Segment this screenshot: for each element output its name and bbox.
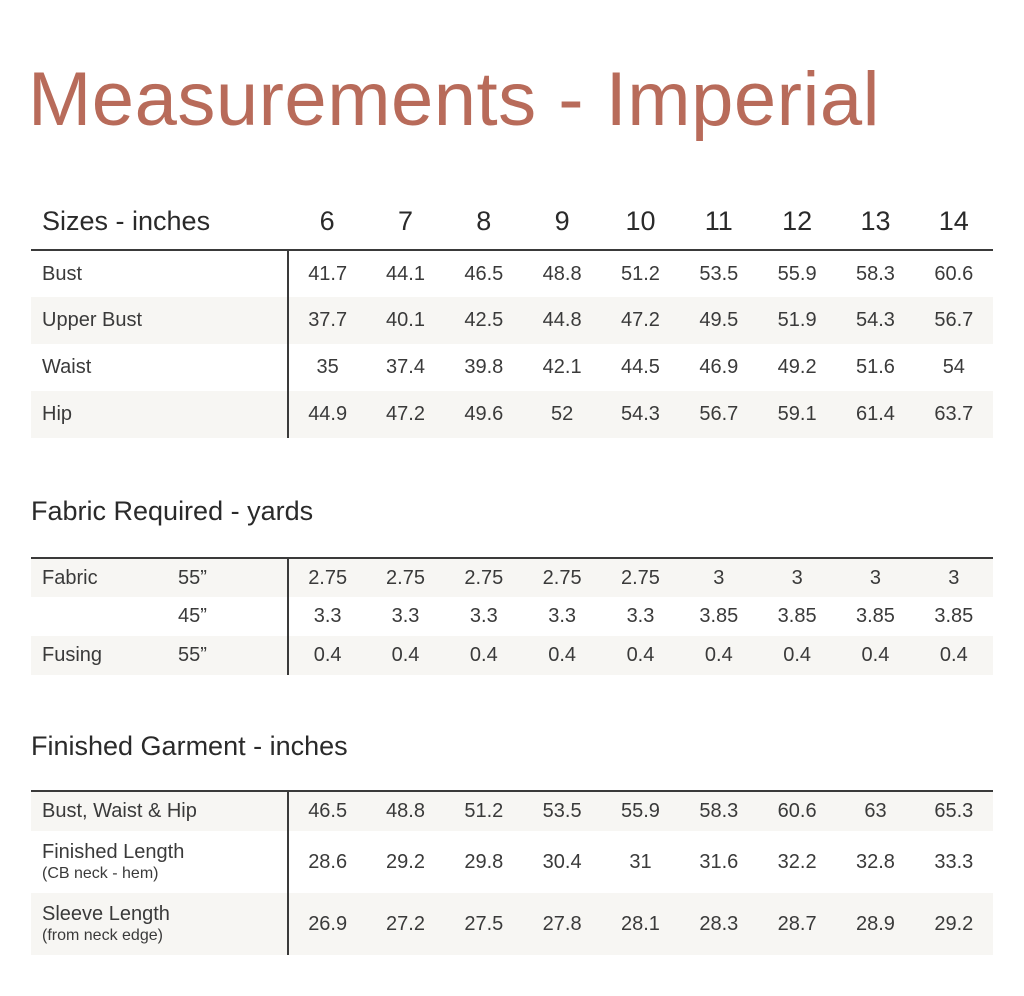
table-cell: 3.3 (288, 597, 366, 636)
table-cell: 26.9 (288, 893, 366, 955)
table-cell: 49.6 (445, 391, 523, 438)
table-cell: 3 (915, 558, 993, 597)
table-row (31, 791, 993, 831)
table-cell: 53.5 (523, 791, 601, 831)
table-cell: 2.75 (523, 558, 601, 597)
table-row (31, 831, 993, 893)
table-cell: 46.5 (464, 262, 504, 285)
table-cell: 63 (836, 791, 914, 831)
table-row (31, 391, 993, 438)
size-column-header: 7 (366, 193, 444, 250)
table-cell: 60.6 (934, 262, 974, 285)
table-cell: 56.7 (915, 297, 993, 344)
sizes-heading: Sizes - inches (31, 193, 288, 250)
table-cell: 51.2 (621, 262, 660, 285)
table-cell: 35 (288, 344, 366, 391)
row-label (31, 893, 288, 955)
table-cell: 2.75 (366, 558, 444, 597)
table-cell: 31.6 (699, 850, 739, 873)
table-cell: 30.4 (542, 850, 582, 873)
table-cell: 27.2 (366, 893, 444, 955)
table-cell: 41.7 (288, 250, 366, 297)
table-cell: 3 (680, 558, 758, 597)
row-label: Waist (42, 356, 92, 378)
table-row (31, 597, 993, 636)
table-cell: 28.1 (601, 893, 679, 955)
table-cell: 32.2 (777, 850, 817, 873)
page-title: Measurements - Imperial (28, 57, 880, 142)
fabric-width: 55” (178, 558, 288, 597)
table-cell: 65.3 (915, 791, 993, 831)
table-cell: 3 (758, 558, 836, 597)
row-label: Hip (31, 391, 288, 438)
table-cell: 0.4 (445, 636, 523, 675)
size-column-header: 12 (758, 193, 836, 250)
sizes-header-row (31, 193, 993, 250)
fabric-width: 45” (178, 605, 207, 627)
size-column-header: 8 (445, 193, 523, 250)
table-cell: 40.1 (366, 297, 444, 344)
size-column-header: 14 (915, 193, 993, 250)
row-label (31, 831, 288, 893)
table-cell: 54 (942, 356, 965, 378)
finished-table (31, 790, 993, 955)
table-cell: 3.3 (626, 605, 655, 627)
table-cell: 0.4 (523, 636, 601, 675)
table-cell: 63.7 (915, 391, 993, 438)
table-cell: 29.2 (915, 893, 993, 955)
table-cell: 39.8 (464, 356, 504, 378)
table-cell: 44.8 (523, 297, 601, 344)
table-cell: 53.5 (699, 262, 739, 285)
size-column-header: 11 (680, 193, 758, 250)
table-cell: 28.7 (758, 893, 836, 955)
table-cell: 59.1 (758, 391, 836, 438)
table-cell: 54.3 (601, 391, 679, 438)
size-column-header: 13 (836, 193, 914, 250)
table-row (31, 250, 993, 297)
sizes-table (31, 193, 993, 438)
table-cell: 0.4 (601, 636, 679, 675)
table-cell: 37.7 (288, 297, 366, 344)
table-cell: 60.6 (758, 791, 836, 831)
table-cell: 0.4 (915, 636, 993, 675)
table-cell: 31 (629, 850, 652, 873)
table-cell: 51.9 (758, 297, 836, 344)
table-cell: 46.5 (288, 791, 366, 831)
table-cell: 58.3 (680, 791, 758, 831)
table-row (31, 893, 993, 955)
size-column-header: 10 (601, 193, 679, 250)
table-cell: 27.8 (523, 893, 601, 955)
table-cell: 47.2 (366, 391, 444, 438)
table-cell: 49.2 (777, 356, 817, 378)
table-cell: 2.75 (288, 558, 366, 597)
table-cell: 0.4 (366, 636, 444, 675)
table-cell: 3.3 (469, 605, 498, 627)
row-label: Fabric (31, 558, 178, 597)
table-cell: 54.3 (836, 297, 914, 344)
table-cell: 2.75 (601, 558, 679, 597)
table-cell: 3.85 (855, 605, 895, 627)
table-cell: 2.75 (445, 558, 523, 597)
fabric-table (31, 557, 993, 675)
table-cell: 28.6 (288, 831, 366, 893)
table-cell: 42.5 (445, 297, 523, 344)
row-label-main: Finished Length (42, 841, 185, 863)
table-cell: 58.3 (855, 262, 895, 285)
table-cell: 33.3 (934, 850, 974, 873)
row-label-note: (CB neck - hem) (42, 865, 159, 882)
table-cell: 55.9 (777, 262, 817, 285)
table-cell: 32.8 (855, 850, 895, 873)
table-cell: 0.4 (836, 636, 914, 675)
row-label-note: (from neck edge) (42, 927, 163, 944)
row-label: Upper Bust (31, 297, 288, 344)
table-row (31, 558, 993, 597)
table-cell: 0.4 (758, 636, 836, 675)
table-cell: 27.5 (445, 893, 523, 955)
table-cell: 46.9 (699, 356, 739, 378)
table-cell: 48.8 (542, 262, 582, 285)
fabric-heading: Fabric Required - yards (31, 496, 314, 526)
table-cell: 42.1 (542, 356, 582, 378)
finished-heading: Finished Garment - inches (31, 731, 348, 761)
table-cell: 3.85 (934, 605, 974, 627)
table-cell: 3.3 (391, 605, 420, 627)
table-cell: 3.85 (699, 605, 739, 627)
size-column-header: 9 (523, 193, 601, 250)
table-cell: 52 (523, 391, 601, 438)
table-cell: 49.5 (680, 297, 758, 344)
table-cell: 44.9 (288, 391, 366, 438)
table-cell: 28.3 (680, 893, 758, 955)
row-label: Bust, Waist & Hip (31, 791, 288, 831)
table-cell: 3 (836, 558, 914, 597)
table-cell: 55.9 (601, 791, 679, 831)
table-cell: 51.6 (855, 356, 895, 378)
fabric-width: 55” (178, 636, 288, 675)
table-cell: 56.7 (680, 391, 758, 438)
table-cell: 3.3 (548, 605, 577, 627)
table-row (31, 344, 993, 391)
row-label-main: Sleeve Length (42, 903, 170, 925)
size-column-header: 6 (288, 193, 366, 250)
row-label (31, 597, 178, 636)
table-cell: 29.8 (464, 850, 504, 873)
row-label: Bust (42, 262, 83, 285)
table-cell: 28.9 (836, 893, 914, 955)
table-cell: 3.85 (777, 605, 817, 627)
table-cell: 0.4 (288, 636, 366, 675)
table-row (31, 297, 993, 344)
table-cell: 61.4 (836, 391, 914, 438)
table-cell: 29.2 (386, 850, 425, 873)
table-cell: 0.4 (680, 636, 758, 675)
table-row (31, 636, 993, 675)
table-cell: 44.5 (621, 356, 660, 378)
table-cell: 51.2 (445, 791, 523, 831)
table-cell: 37.4 (386, 356, 425, 378)
row-label: Fusing (31, 636, 178, 675)
table-cell: 47.2 (601, 297, 679, 344)
table-cell: 44.1 (386, 262, 425, 285)
table-cell: 48.8 (366, 791, 444, 831)
